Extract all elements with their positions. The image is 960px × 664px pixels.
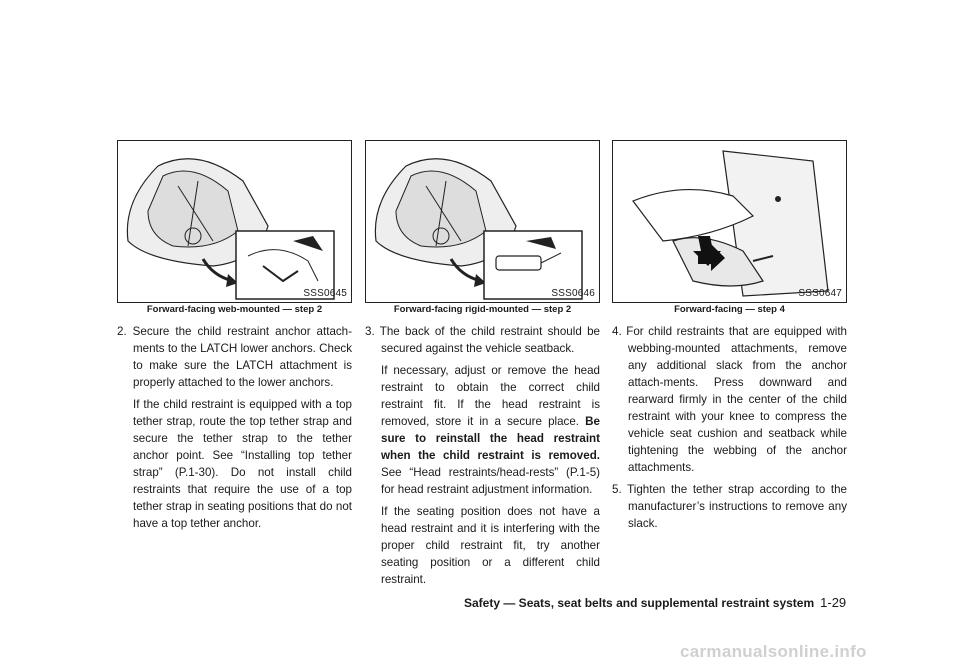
step-5: 5. Tighten the tether strap according to the manufacturer’s instructions to remove any slack. <box>612 483 847 530</box>
child-seat-illustration <box>366 141 599 302</box>
step-2: 2. Secure the child restraint anchor attach-ments to the LATCH lower anchors. Check to make sure the LATCH attachment is properly attached to the lower anchors. <box>117 325 352 389</box>
page-footer <box>464 595 847 610</box>
body-text <box>117 323 352 532</box>
figure-caption: Forward-facing web-mounted — step 2 <box>146 304 323 315</box>
section-title: Safety — Seats, seat belts and supplemental restraint system <box>464 596 815 610</box>
figure-code: SSS0645 <box>303 288 347 299</box>
step-3: 3. The back of the child restraint should be secured against the vehicle seatback. <box>365 325 600 355</box>
figure-code: SSS0646 <box>551 288 595 299</box>
figure-step-4 <box>612 140 847 303</box>
column-1 <box>117 140 352 537</box>
child-seat-illustration <box>118 141 351 302</box>
paragraph: If the child restraint is equipped with a top tether strap, route the top tether strap and secure the tether strap to the tether anchor point. See “Installing top tether strap” (P.1-30). Do not install child restraints that require the use of a top tether strap in seating positions that do not have a top tether anchor. <box>133 398 352 530</box>
body-text <box>612 323 847 532</box>
column-3 <box>612 140 847 537</box>
body-text <box>365 323 600 588</box>
watermark: carmanualsonline.info <box>680 642 867 661</box>
warning-text: Be sure to reinstall the head restraint when the child restraint is removed. <box>381 415 600 462</box>
figure-caption: Forward-facing rigid-mounted — step 2 <box>393 304 572 315</box>
column-2 <box>365 140 600 593</box>
step-4: 4. For child restraints that are equipped with webbing-mounted attachments, remove any additional slack from the anchor attach-ments. Press downward and rearward firmly in the center of the child restraint with your knee to compress the vehicle seat cushion and seatback while tightening the webbing of the anchor attachments. <box>612 325 847 474</box>
figure-code: SSS0647 <box>798 288 842 299</box>
figure-rigid-mounted <box>365 140 600 303</box>
figure-web-mounted <box>117 140 352 303</box>
knee-press-illustration <box>613 141 846 302</box>
paragraph: If the seating position does not have a head restraint and it is interfering with the proper child restraint fit, try another seating position or a different child restraint. <box>381 505 600 586</box>
paragraph: If necessary, adjust or remove the head restraint to obtain the correct child restraint fit. If the head restraint is removed, store it in a secure place. Be sure to reinstall the head restraint when the child restraint is removed. See “Head restraints/head-rests” (P.1-5) for head restraint adjustment information. <box>381 364 600 496</box>
page-number: 1-29 <box>820 595 847 610</box>
figure-caption: Forward-facing — step 4 <box>674 304 785 315</box>
